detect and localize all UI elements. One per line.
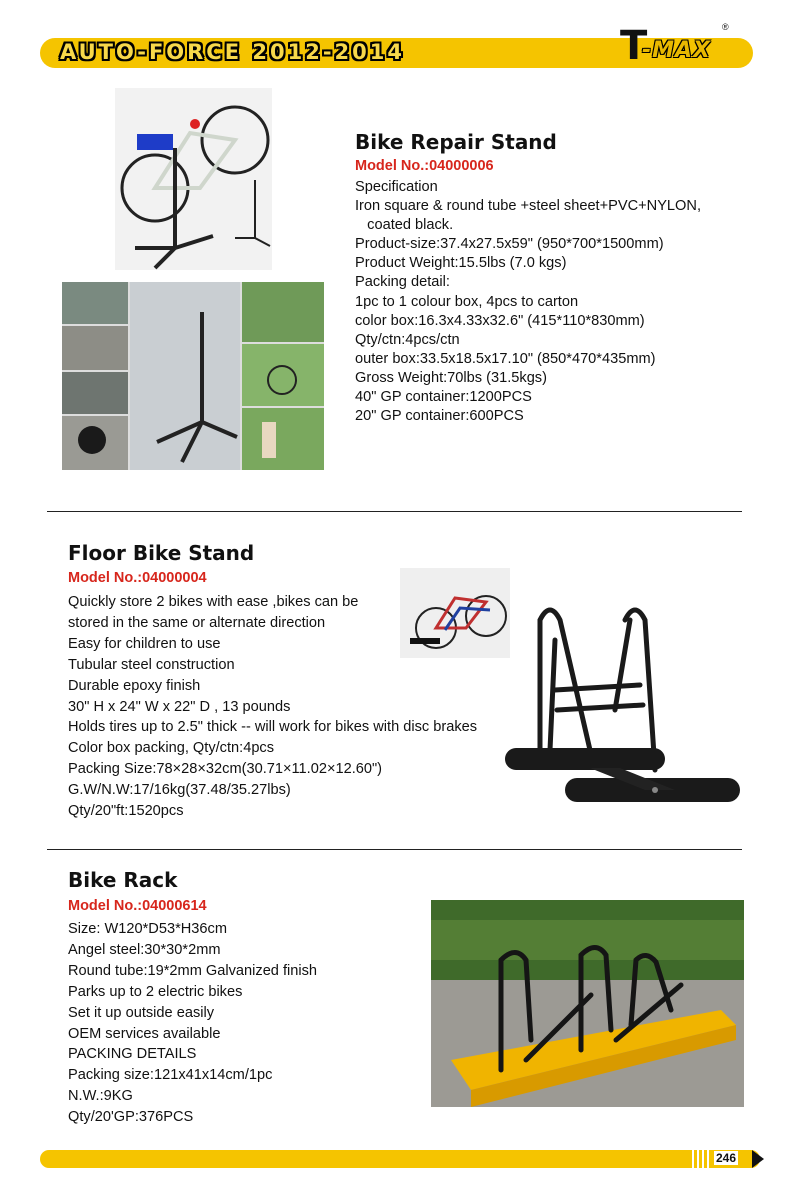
spec-line: N.W.:9KG — [68, 1088, 133, 1105]
spec-line: 1pc to 1 colour box, 4pcs to carton — [355, 293, 579, 310]
product-title-bike-rack: Bike Rack — [68, 868, 178, 892]
section-divider — [47, 849, 742, 850]
bike-rack-photo — [431, 900, 744, 1107]
page-number: 246 — [716, 1151, 737, 1165]
spec-line: Durable epoxy finish — [68, 677, 201, 694]
spec-line: 40" GP container:1200PCS — [355, 389, 532, 406]
spec-line: Parks up to 2 electric bikes — [68, 983, 243, 1000]
spec-line: Packing detail: — [355, 274, 450, 291]
spec-line: Iron square & round tube +steel sheet+PVC+NYLON, — [355, 198, 701, 215]
spec-line: Quickly store 2 bikes with ease ,bikes can be — [68, 594, 359, 610]
spec-line: Product-size:37.4x27.5x59" (950*700*1500mm) — [355, 236, 664, 253]
spec-line: Holds tires up to 2.5" thick -- will work for bikes with disc brakes — [68, 719, 478, 736]
spec-line: Gross Weight:70lbs (31.5kgs) — [355, 369, 547, 386]
model-number-bike-rack: Model No.:04000614 — [68, 898, 207, 914]
logo-t: T — [620, 23, 648, 69]
spec-line: Size: W120*D53*H36cm — [68, 921, 227, 937]
spec-list-bike-rack — [68, 919, 317, 1128]
model-number-repair-stand: Model No.:04000006 — [355, 158, 494, 174]
spec-line: Qty/20'GP:376PCS — [68, 1109, 194, 1126]
spec-line: Packing Size:78×28×32cm(30.71×11.02×12.60") — [68, 761, 383, 778]
next-arrow-icon — [752, 1150, 764, 1168]
spec-line: color box:16.3x4.33x32.6" (415*110*830mm) — [355, 312, 645, 329]
tmax-logo — [620, 22, 735, 70]
repair-stand-detail-photos — [62, 282, 324, 470]
spec-list-repair-stand — [355, 178, 701, 426]
spec-line: Specification — [355, 179, 438, 195]
spec-line: stored in the same or alternate direction — [68, 614, 326, 631]
spec-line: Set it up outside easily — [68, 1004, 215, 1021]
spec-line: G.W/N.W:17/16kg(37.48/35.27lbs) — [68, 782, 291, 799]
model-number-floor-stand: Model No.:04000004 — [68, 570, 207, 586]
floor-stand-bikes-photo — [400, 568, 510, 658]
spec-line: PACKING DETAILS — [68, 1046, 197, 1063]
logo-registered-mark: ® — [722, 22, 729, 32]
spec-line: Packing size:121x41x14cm/1pc — [68, 1067, 273, 1084]
spec-line: Angel steel:30*30*2mm — [68, 941, 221, 958]
spec-line: Product Weight:15.5lbs (7.0 kgs) — [355, 255, 567, 272]
repair-stand-main-photo — [115, 88, 272, 270]
spec-line: coated black. — [355, 217, 454, 234]
spec-line: outer box:33.5x18.5x17.10" (850*470*435mm) — [355, 350, 656, 367]
spec-line: Qty/ctn:4pcs/ctn — [355, 331, 460, 348]
spec-line: 20" GP container:600PCS — [355, 408, 524, 425]
section-divider — [47, 511, 742, 512]
spec-line: Qty/20"ft:1520pcs — [68, 803, 184, 820]
footer-stripes — [690, 1150, 710, 1168]
product-title-floor-stand: Floor Bike Stand — [68, 541, 255, 565]
spec-line: Easy for children to use — [68, 635, 221, 652]
spec-line: Round tube:19*2mm Galvanized finish — [68, 962, 318, 979]
logo-text: -MAX — [642, 38, 712, 63]
spec-line: Tubular steel construction — [68, 656, 235, 673]
spec-line: 30" H x 24" W x 22" D , 13 pounds — [68, 698, 291, 715]
catalog-title: AUTO-FORCE 2012-2014 — [60, 40, 405, 64]
product-title-repair-stand: Bike Repair Stand — [355, 130, 557, 154]
spec-line: OEM services available — [68, 1025, 221, 1042]
floor-stand-product-photo — [495, 600, 745, 820]
spec-line: Color box packing, Qty/ctn:4pcs — [68, 740, 275, 757]
footer-bar — [40, 1150, 760, 1168]
